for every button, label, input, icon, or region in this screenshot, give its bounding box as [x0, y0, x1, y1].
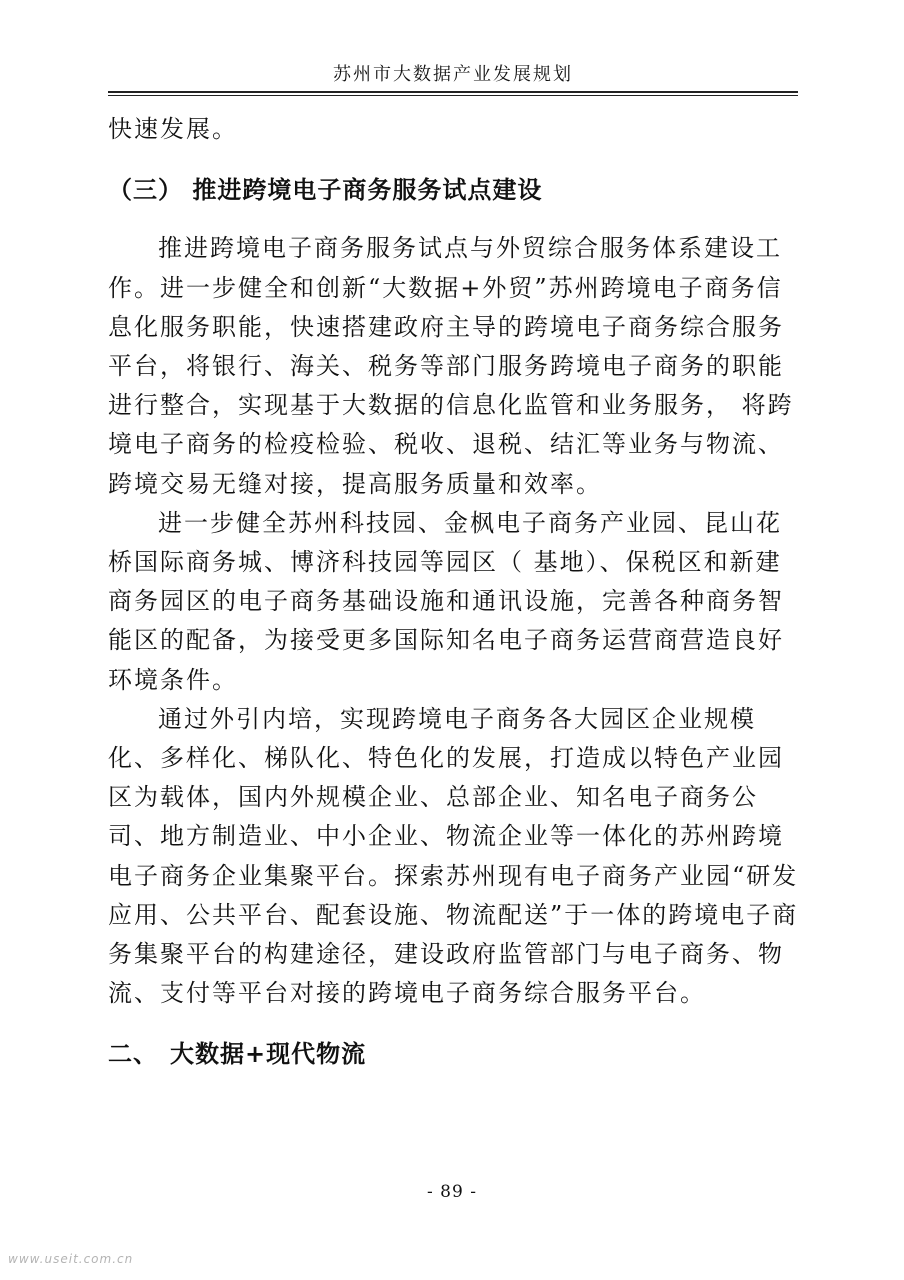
paragraph-2: 进一步健全苏州科技园、金枫电子商务产业园、昆山花桥国际商务城、博济科技园等园区（ 基地）、保税区和新建商务园区的电子商务基础设施和通讯设施，完善各种商务智能区的配备，为接受更多国际知名电子商务运营商营造良好环境条件。 — [108, 508, 784, 694]
section-title: 大数据+现代物流 — [170, 1040, 367, 1069]
page-header: 苏州市大数据产业发展规划 — [333, 64, 573, 85]
paragraph-3: 通过外引内培，实现跨境电子商务各大园区企业规模化、多样化、梯队化、特色化的发展，打造成以特色产业园区为载体，国内外规模企业、总部企业、知名电子商务公司、地方制造业、中小企业、物流企业等一体化的苏州跨境电子商务企业集聚平台。探索苏州现有电子商务产业园“研发应用、公共平台、配套设施、物流配送”于一体的跨境电子商务集聚平台的构建途径，建设政府监管部门与电子商务、物流、支付等平台对接的跨境电子商务综合服务平台。 — [108, 704, 799, 1008]
watermark: www.useit.com.cn — [8, 1252, 134, 1266]
section-heading-3: （三） 推进跨境电子商务服务试点建设 — [108, 176, 543, 205]
paragraph-1: 推进跨境电子商务服务试点与外贸综合服务体系建设工作。进一步健全和创新“大数据+外贸”苏州跨境电子商务信息化服务职能，快速搭建政府主导的跨境电子商务综合服务平台，将银行、海关、税务等部门服务跨境电子商务的职能进行整合，实现基于大数据的信息化监管和业务服务， 将跨境电子商务的检疫检验、税收、退税、结汇等业务与物流、跨境交易无缝对接，提高服务质量和效率。 — [108, 234, 794, 498]
continuation-text: 快速发展。 — [108, 115, 238, 143]
document-body — [108, 110, 800, 1075]
header-divider — [108, 91, 798, 93]
section-number: 二、 — [108, 1040, 158, 1069]
page-number: - 89 - — [427, 1182, 477, 1202]
section-heading-2 — [108, 1035, 800, 1074]
